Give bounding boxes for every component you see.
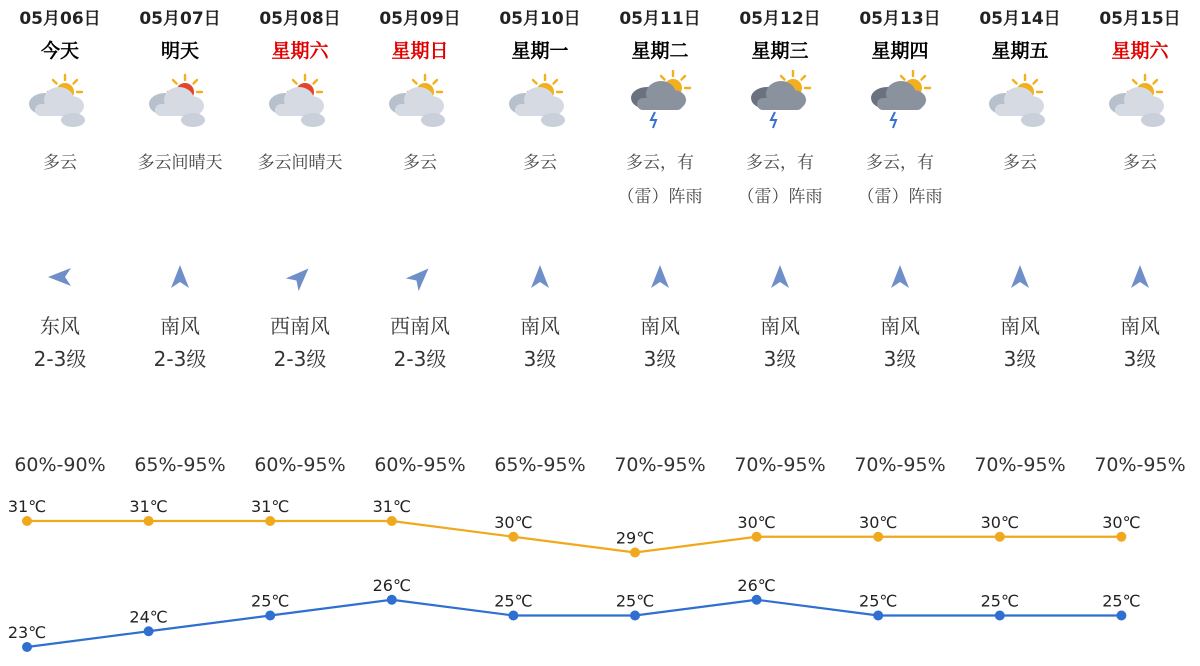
day-condition: 多云 (523, 153, 557, 173)
wind-direction-icon (645, 262, 675, 292)
low-temp-label: 25℃ (1102, 591, 1141, 611)
high-temp-line (27, 521, 1121, 553)
wind-direction: 西南风 (390, 314, 450, 338)
day-wind (0, 310, 120, 376)
wind-direction-icon (1125, 262, 1155, 292)
high-temp-label: 30℃ (1102, 512, 1141, 532)
day-column (840, 0, 960, 420)
wind-direction-icon (765, 262, 795, 292)
high-temp-label: 30℃ (980, 512, 1019, 532)
day-condition: 多云，有（雷）阵雨 (857, 153, 943, 207)
day-date: 05月08日 (259, 9, 341, 29)
high-temp-point (630, 548, 640, 558)
day-column (720, 0, 840, 420)
wind-direction-icon (45, 262, 75, 292)
day-date: 05月06日 (19, 9, 101, 29)
humidity-value: 65%-95% (494, 454, 586, 476)
wind-direction: 南风 (1120, 314, 1160, 338)
high-temp-label: 29℃ (615, 528, 655, 548)
day-condition: 多云，有（雷）阵雨 (617, 153, 703, 207)
humidity-value: 60%-90% (14, 454, 106, 476)
wind-direction: 南风 (160, 314, 200, 338)
day-date: 05月10日 (499, 9, 581, 29)
partly-cloudy-icon (385, 70, 455, 134)
day-column (120, 0, 240, 420)
wind-direction-icon (1005, 262, 1035, 292)
low-temp-point (1116, 611, 1126, 621)
wind-level: 2-3级 (273, 347, 327, 371)
day-date: 05月09日 (379, 9, 461, 29)
wind-direction-icon (405, 262, 435, 292)
wind-direction-icon (285, 262, 315, 292)
low-temp-point (630, 611, 640, 621)
wind-direction: 南风 (1000, 314, 1040, 338)
day-date: 05月13日 (859, 9, 941, 29)
wind-direction: 东风 (40, 314, 80, 338)
day-column (480, 0, 600, 420)
humidity-value: 60%-95% (374, 454, 466, 476)
day-column (360, 0, 480, 420)
day-condition: 多云 (403, 153, 437, 173)
low-temp-label: 25℃ (615, 591, 655, 611)
partly-cloudy-icon (25, 70, 95, 134)
wind-direction: 南风 (520, 314, 560, 338)
low-temp-label: 25℃ (251, 591, 290, 611)
low-temp-point (144, 626, 154, 636)
day-wind (840, 310, 960, 376)
day-condition: 多云间晴天 (257, 153, 343, 173)
low-temp-point (995, 611, 1005, 621)
day-condition: 多云，有（雷）阵雨 (737, 153, 823, 207)
day-wind (240, 310, 360, 376)
low-temp-label: 23℃ (7, 623, 47, 642)
low-temp-label: 26℃ (372, 575, 411, 595)
high-temp-label: 31℃ (251, 497, 290, 516)
thunder-shower-icon (745, 70, 815, 134)
humidity-value: 70%-95% (614, 454, 706, 476)
day-weekday: 星期五 (991, 40, 1049, 62)
wind-direction-icon (885, 262, 915, 292)
high-temp-point (144, 516, 154, 526)
day-wind (720, 310, 840, 376)
thunder-shower-icon (625, 70, 695, 134)
partly-cloudy-icon (985, 70, 1055, 134)
low-temp-point (508, 611, 518, 621)
wind-direction: 西南风 (270, 314, 330, 338)
day-condition: 多云间晴天 (137, 153, 223, 173)
high-temp-label: 30℃ (494, 512, 533, 532)
high-temp-label: 31℃ (7, 497, 47, 516)
humidity-value: 70%-95% (1094, 454, 1186, 476)
day-weekday: 明天 (160, 40, 199, 62)
day-wind (480, 310, 600, 376)
day-wind (600, 310, 720, 376)
day-weekday: 星期三 (751, 40, 809, 62)
low-temp-point (387, 595, 397, 605)
high-temp-label: 31℃ (129, 497, 168, 516)
low-temp-point (752, 595, 762, 605)
day-wind (960, 310, 1080, 376)
high-temp-label: 30℃ (737, 512, 776, 532)
humidity-value: 70%-95% (854, 454, 946, 476)
partly-cloudy-icon (1105, 70, 1175, 134)
high-temp-point (873, 532, 883, 542)
day-weekday: 今天 (40, 40, 79, 62)
low-temp-label: 24℃ (129, 607, 168, 627)
high-temp-label: 30℃ (859, 512, 898, 532)
day-condition: 多云 (1123, 153, 1157, 173)
day-wind (1080, 310, 1200, 376)
high-temp-point (508, 532, 518, 542)
high-temp-label: 31℃ (372, 497, 411, 516)
low-temp-label: 25℃ (494, 591, 533, 611)
day-column (0, 0, 120, 420)
day-condition: 多云 (43, 153, 77, 173)
high-temp-point (387, 516, 397, 526)
wind-direction-icon (165, 262, 195, 292)
wind-direction: 南风 (760, 314, 800, 338)
wind-level: 3级 (763, 347, 797, 371)
humidity-value: 60%-95% (254, 454, 346, 476)
wind-level: 3级 (523, 347, 557, 371)
high-temp-point (265, 516, 275, 526)
wind-level: 3级 (883, 347, 917, 371)
day-column (960, 0, 1080, 420)
wind-direction: 南风 (640, 314, 680, 338)
low-temp-point (265, 611, 275, 621)
day-date: 05月11日 (619, 9, 701, 29)
day-wind (360, 310, 480, 376)
day-weekday: 星期二 (631, 40, 689, 62)
wind-level: 3级 (1003, 347, 1037, 371)
wind-direction-icon (525, 262, 555, 292)
wind-level: 3级 (643, 347, 677, 371)
low-temp-point (873, 611, 883, 621)
day-weekday: 星期一 (511, 40, 569, 62)
high-temp-point (1116, 532, 1126, 542)
wind-level: 2-3级 (33, 347, 87, 371)
day-date: 05月07日 (139, 9, 221, 29)
humidity-value: 65%-95% (134, 454, 226, 476)
cloudy-sunny-intervals-icon (145, 70, 215, 134)
high-temp-point (22, 516, 32, 526)
low-temp-label: 25℃ (859, 591, 898, 611)
wind-level: 2-3级 (153, 347, 207, 371)
low-temp-point (22, 642, 32, 652)
day-weekday: 星期四 (871, 40, 929, 62)
day-weekday: 星期日 (391, 40, 449, 62)
high-temp-point (995, 532, 1005, 542)
cloudy-sunny-intervals-icon (265, 70, 335, 134)
day-column (240, 0, 360, 420)
day-date: 05月12日 (739, 9, 821, 29)
temperature-chart (0, 490, 1200, 666)
humidity-value: 70%-95% (734, 454, 826, 476)
partly-cloudy-icon (505, 70, 575, 134)
wind-level: 3级 (1123, 347, 1157, 371)
wind-level: 2-3级 (393, 347, 447, 371)
day-date: 05月15日 (1099, 9, 1181, 29)
day-condition: 多云 (1003, 153, 1037, 173)
day-date: 05月14日 (979, 9, 1061, 29)
wind-direction: 南风 (880, 314, 920, 338)
day-column (1080, 0, 1200, 420)
thunder-shower-icon (865, 70, 935, 134)
humidity-value: 70%-95% (974, 454, 1066, 476)
day-column (600, 0, 720, 420)
low-temp-label: 25℃ (980, 591, 1019, 611)
day-weekday: 星期六 (271, 40, 329, 62)
day-wind (120, 310, 240, 376)
low-temp-label: 26℃ (737, 575, 776, 595)
high-temp-point (752, 532, 762, 542)
low-temp-line (27, 600, 1121, 647)
day-weekday: 星期六 (1111, 40, 1169, 62)
